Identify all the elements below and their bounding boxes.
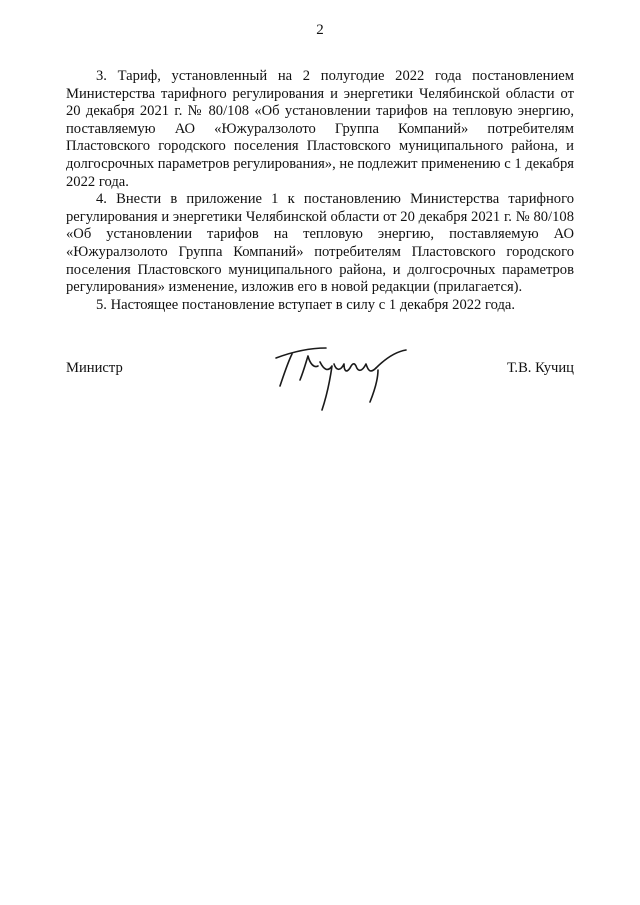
signatory-position: Министр — [66, 360, 123, 376]
document-body — [66, 68, 574, 314]
signatory-name: Т.В. Кучиц — [506, 360, 574, 376]
handwritten-signature — [266, 340, 426, 420]
paragraph-5: 5. Настоящее постановление вступает в силу с 1 декабря 2022 года. — [96, 296, 516, 313]
paragraph-4: 4. Внести в приложение 1 к постановлению Министерства тарифного регулирования и энергетики Челябинской области от 20 декабря 2021 г. № 80/108 «Об установлении тарифов на тепловую энергию, поставляемую АО «Южуралзолото Группа Компаний» потребителям Пластовского городского поселения Пластовского муниципального района, и долгосрочных параметров регулирования» изменение, изложив его в новой редакции (прилагается). — [66, 191, 574, 296]
page-number: 2 — [316, 22, 324, 38]
paragraph-3: 3. Тариф, установленный на 2 полугодие 2022 года постановлением Министерства тарифного регулирования и энергетики Челябинской области от 20 декабря 2021 г. № 80/108 «Об установлении тарифов на тепловую энергию, поставляемую АО «Южуралзолото Группа Компаний» потребителям Пластовского городского поселения Пластовского муниципального района, и долгосрочных параметров регулирования», не подлежит применению с 1 декабря 2022 года. — [66, 68, 574, 190]
signature-block — [66, 348, 574, 428]
